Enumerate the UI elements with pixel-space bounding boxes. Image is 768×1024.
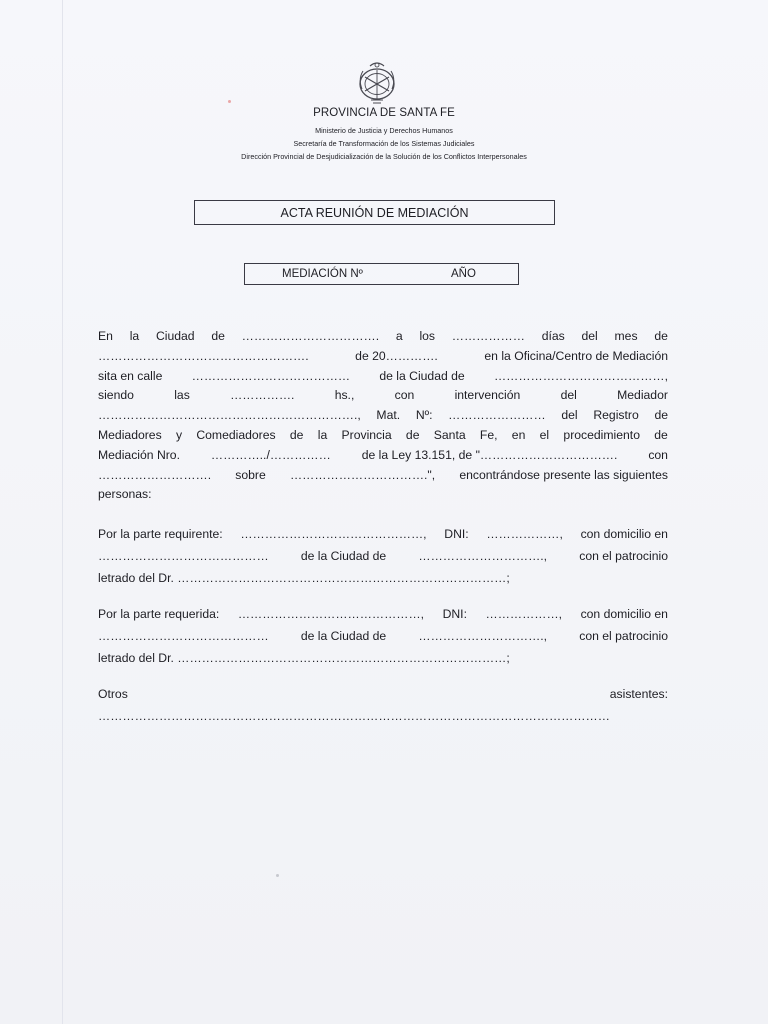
mediation-year-label: AÑO	[451, 268, 476, 280]
text-segment: en	[511, 428, 526, 442]
attendees-label: asistentes:	[609, 687, 668, 701]
text-segment: el	[539, 428, 550, 442]
text-segment: Ciudad	[155, 329, 195, 343]
text-segment: …………………………………………….	[98, 348, 309, 363]
text-segment: los	[419, 329, 436, 343]
text-segment: DNI:	[442, 607, 467, 621]
paragraph-line	[98, 524, 668, 544]
text-segment: de	[289, 428, 304, 442]
text-segment: encontrándose presente las siguientes	[459, 467, 668, 482]
text-segment: de la Ciudad de	[300, 549, 387, 563]
text-segment: hs.,	[334, 388, 355, 403]
text-segment: Comediadores	[196, 428, 276, 442]
text-segment: Santa	[433, 428, 466, 442]
paragraph-line	[98, 465, 668, 485]
paragraph-line	[98, 346, 668, 366]
text-segment: ……………………….	[98, 467, 212, 482]
text-segment: con domicilio en	[580, 607, 668, 621]
text-segment: ………………………….,	[418, 629, 548, 643]
text-segment: del	[581, 329, 598, 343]
text-segment: Por la parte requirente:	[98, 527, 223, 541]
text-segment: letrado del Dr. ………………………………………………………………………;	[98, 571, 510, 585]
paragraph-line	[98, 604, 668, 624]
text-segment: intervención	[454, 388, 521, 403]
text-segment: ………………………………………,	[240, 527, 427, 541]
text-segment: ……………………………………	[98, 629, 269, 643]
province-heading: PROVINCIA DE SANTA FE	[313, 107, 455, 119]
text-segment: de	[211, 329, 225, 343]
text-segment: y	[175, 428, 183, 442]
text-segment: DNI:	[444, 527, 469, 541]
paragraph-line	[98, 484, 668, 504]
text-segment: de la Ciudad de	[300, 629, 387, 643]
text-segment: de la Ciudad de	[379, 368, 465, 383]
text-segment: de la Ley 13.151, de "…………………………….	[361, 447, 618, 462]
ministry-line: Ministerio de Justicia y Derechos Humanos	[315, 126, 453, 135]
text-segment: Nº:	[415, 408, 433, 423]
paragraph-line	[98, 326, 668, 346]
text-segment: …………../……………	[210, 447, 331, 462]
text-segment: …………………………….	[241, 329, 380, 343]
text-segment: con domicilio en	[580, 527, 668, 541]
text-segment: la	[317, 428, 328, 442]
paragraph-line	[98, 626, 668, 646]
text-segment: Provincia	[341, 428, 392, 442]
paragraph-line	[98, 648, 668, 668]
text-segment: Mediación Nro.	[98, 447, 180, 462]
paper-speck	[276, 874, 279, 877]
text-segment: del	[560, 388, 577, 403]
paragraph-line	[98, 568, 668, 588]
text-segment: En	[98, 329, 113, 343]
other-attendees-line	[98, 684, 668, 704]
paragraph-line	[98, 425, 668, 445]
text-segment: procedimiento	[563, 428, 640, 442]
text-segment: sita en calle	[98, 368, 163, 383]
text-segment: letrado del Dr. ………………………………………………………………………;	[98, 651, 510, 665]
text-segment: con el patrocinio	[579, 629, 668, 643]
text-segment: Registro	[593, 408, 639, 423]
ink-smudge	[228, 100, 231, 103]
text-segment: ………………………….,	[418, 549, 548, 563]
text-segment: con el patrocinio	[579, 549, 668, 563]
text-segment: la	[129, 329, 140, 343]
text-segment: Mediadores	[98, 428, 162, 442]
provincial-coat-of-arms-icon	[352, 57, 402, 107]
paragraph-line	[98, 445, 668, 465]
text-segment: con	[648, 447, 668, 462]
text-segment: ………………,	[486, 527, 563, 541]
text-segment: Por la parte requerida:	[98, 607, 220, 621]
text-segment: personas:	[98, 487, 152, 502]
text-segment: ………………………………………,	[237, 607, 425, 621]
paragraph-line	[98, 546, 668, 566]
text-segment: ……………………	[448, 408, 546, 423]
paragraph-line	[98, 385, 668, 405]
text-segment: ……………………………………,	[493, 368, 668, 383]
text-segment: sobre	[235, 467, 266, 482]
text-segment: Mat.	[376, 408, 401, 423]
text-segment: …………………………….",	[289, 467, 436, 482]
text-segment: ………………	[451, 329, 525, 343]
text-segment: ……………………………………	[98, 549, 269, 563]
other-label: Otros	[98, 687, 128, 701]
text-segment: las	[174, 388, 190, 403]
text-segment: siendo	[98, 388, 134, 403]
direction-line: Dirección Provincial de Desjudicialización de la Solución de los Conflictos Interpersonales	[241, 152, 527, 161]
text-segment: de	[654, 329, 668, 343]
text-segment: ……………………………………………………….,	[98, 408, 361, 423]
paragraph-line	[98, 366, 668, 386]
mediation-number-box	[244, 263, 519, 285]
text-segment: a	[395, 329, 403, 343]
text-segment: de	[654, 428, 668, 442]
text-segment: …………….	[230, 388, 295, 403]
text-segment: de	[654, 408, 668, 423]
text-segment: del	[561, 408, 578, 423]
text-segment: Mediador	[617, 388, 668, 403]
paragraph-line	[98, 405, 668, 425]
text-segment: con	[394, 388, 415, 403]
text-segment: Fe,	[479, 428, 498, 442]
text-segment: en la Oficina/Centro de Mediación	[484, 348, 668, 363]
document-title: ACTA REUNIÓN DE MEDIACIÓN	[194, 200, 555, 225]
text-segment: días	[541, 329, 565, 343]
mediation-number-label: MEDIACIÓN Nº	[282, 268, 363, 280]
secretariat-line: Secretaría de Transformación de los Sistemas Judiciales	[293, 139, 475, 148]
text-segment: …………………………………	[191, 368, 351, 383]
text-segment: de 20………….	[355, 348, 438, 363]
text-segment: ………………,	[485, 607, 563, 621]
other-attendees-blank: ………………………………………………………………………………………………………………	[98, 709, 610, 723]
text-segment: de	[405, 428, 420, 442]
text-segment: mes	[614, 329, 638, 343]
